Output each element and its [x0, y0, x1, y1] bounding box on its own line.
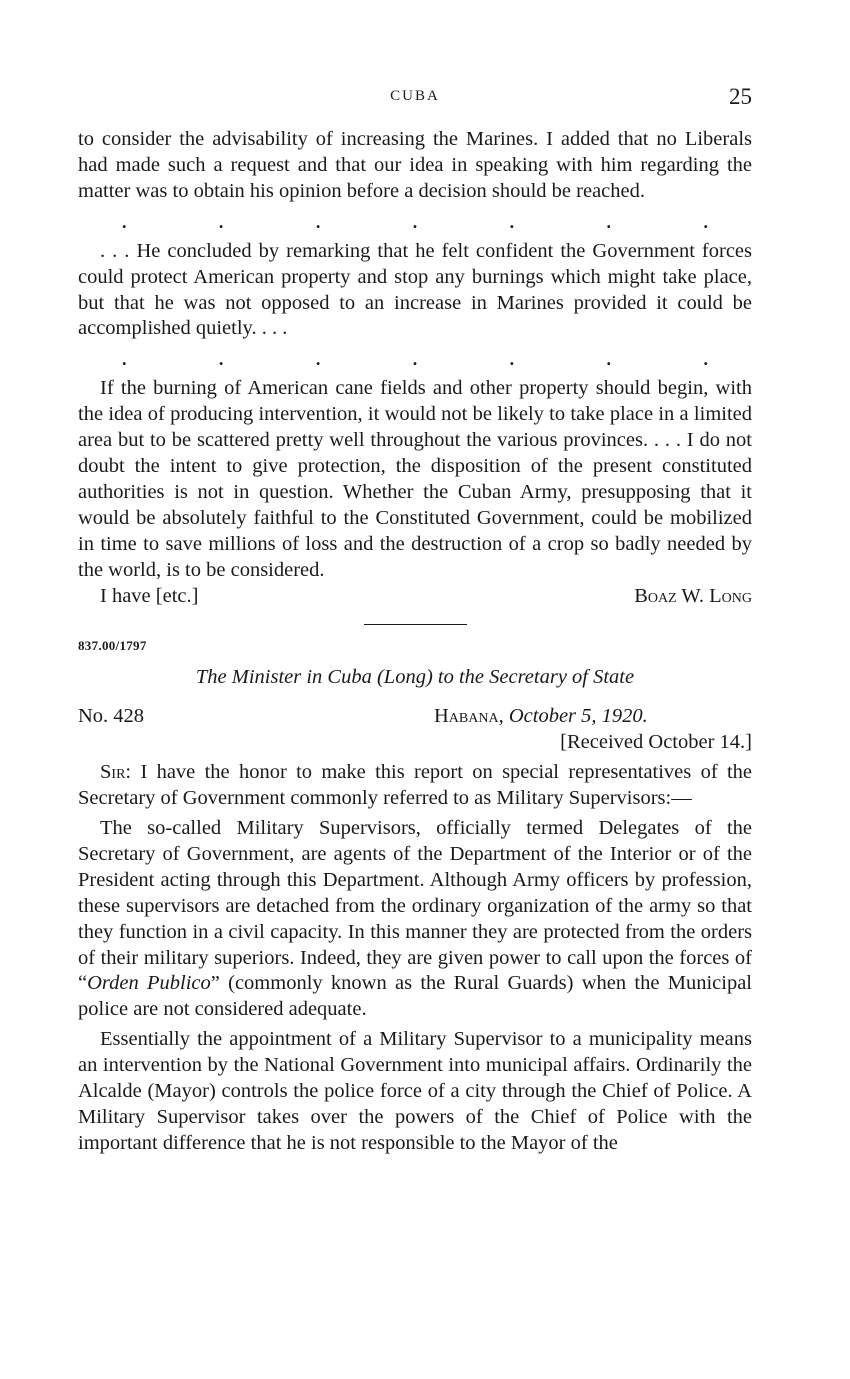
ellipsis-dot: . — [606, 211, 612, 232]
italic-term: Orden Publico — [87, 972, 211, 995]
ellipsis-dot: . — [412, 211, 418, 232]
paragraph-text: ” (commonly known as the Rural Guards) when the Municipal police are not considered adequate. — [78, 972, 752, 1021]
received-date: [Received October 14.] — [560, 731, 752, 754]
ellipsis-dot: . — [703, 349, 708, 370]
ellipsis-dot: . — [703, 211, 708, 232]
place: Habana, — [434, 705, 504, 728]
dispatch-number: No. 428 — [78, 705, 145, 728]
ellipsis-dot: . — [218, 349, 224, 370]
ellipsis-row — [78, 209, 752, 235]
closing-line — [78, 584, 752, 610]
ellipsis-dot: . — [315, 211, 321, 232]
ellipsis-dot: . — [412, 349, 418, 370]
ellipsis-dot: . — [122, 349, 127, 370]
paragraph-text: The so-called Military Supervisors, officially termed Delegates of the Secretary of Government, are agents of the Department of the Interior or of the President acting through this Department. Although Army officers by profession, these supervisors are detached from the ordinary organization of the army so that they function in a civil capacity. In this manner they are protected from the orders of their military superiors. Indeed, they are given power to call upon the forces of “ — [78, 817, 752, 995]
section-divider — [364, 624, 467, 625]
document-heading: The Minister in Cuba (Long) to the Secretary of State — [195, 665, 635, 688]
body-text — [78, 127, 752, 1157]
ellipsis-row — [78, 346, 752, 372]
continued-paragraph: to consider the advisability of increasing the Marines. I added that no Liberals had made such a request and that our idea in speaking with him regarding the matter was to obtain his opinion before a decision should be reached. — [78, 128, 752, 202]
ellipsis-dot: . — [218, 211, 224, 232]
opening-paragraph — [78, 760, 752, 812]
paragraph — [78, 816, 752, 1023]
date: October 5, 1920. — [508, 705, 648, 728]
file-number: 837.00/1797 — [78, 637, 147, 653]
ellipsis-dot: . — [122, 211, 127, 232]
opening-text: I have the honor to make this report on special representatives of the Secretary of Government commonly referred to as Military Supervisors:— — [78, 761, 753, 810]
signature: Boaz W. Long — [634, 584, 752, 607]
salutation: Sir: — [100, 761, 132, 784]
paragraph: If the burning of American cane fields and other property should begin, with the idea of producing intervention, it would not be likely to take place in a limited area but to be scattered pretty well throughout the various provinces. . . . I do not doubt the intent to give protection, the disposition of the present constituted authorities is not in question. Whether the Cuban Army, presupposing that it would be absolutely faithful to the Constituted Government, could be mobilized in time to save millions of loss and the destruction of a crop so badly needed by the world, is to be considered. — [78, 377, 752, 581]
running-title: CUBA — [390, 88, 440, 104]
closing-text: I have [etc.] — [100, 584, 199, 607]
ellipsis-dot: . — [315, 349, 321, 370]
ellipsis-dot: . — [509, 349, 515, 370]
ellipsis-dot: . — [606, 349, 612, 370]
place-date — [434, 704, 752, 730]
quoted-paragraph: . . . He concluded by remarking that he felt confident the Government forces could protect American property and stop any burnings which might take place, but that he was not opposed to an increase in Marines provided it could be accomplished quietly. . . . — [78, 239, 752, 340]
paragraph: Essentially the appointment of a Military Supervisor to a municipality means an intervention by the National Government into municipal affairs. Ordinarily the Alcalde (Mayor) controls the police force of a city through the Chief of Police. A Military Supervisor takes over the powers of the Chief of Police with the important difference that he is not responsible to the Mayor of the — [78, 1028, 752, 1154]
dateline — [78, 704, 752, 730]
ellipsis-dot: . — [509, 211, 515, 232]
running-head — [78, 84, 752, 112]
page-number: 25 — [729, 84, 752, 109]
